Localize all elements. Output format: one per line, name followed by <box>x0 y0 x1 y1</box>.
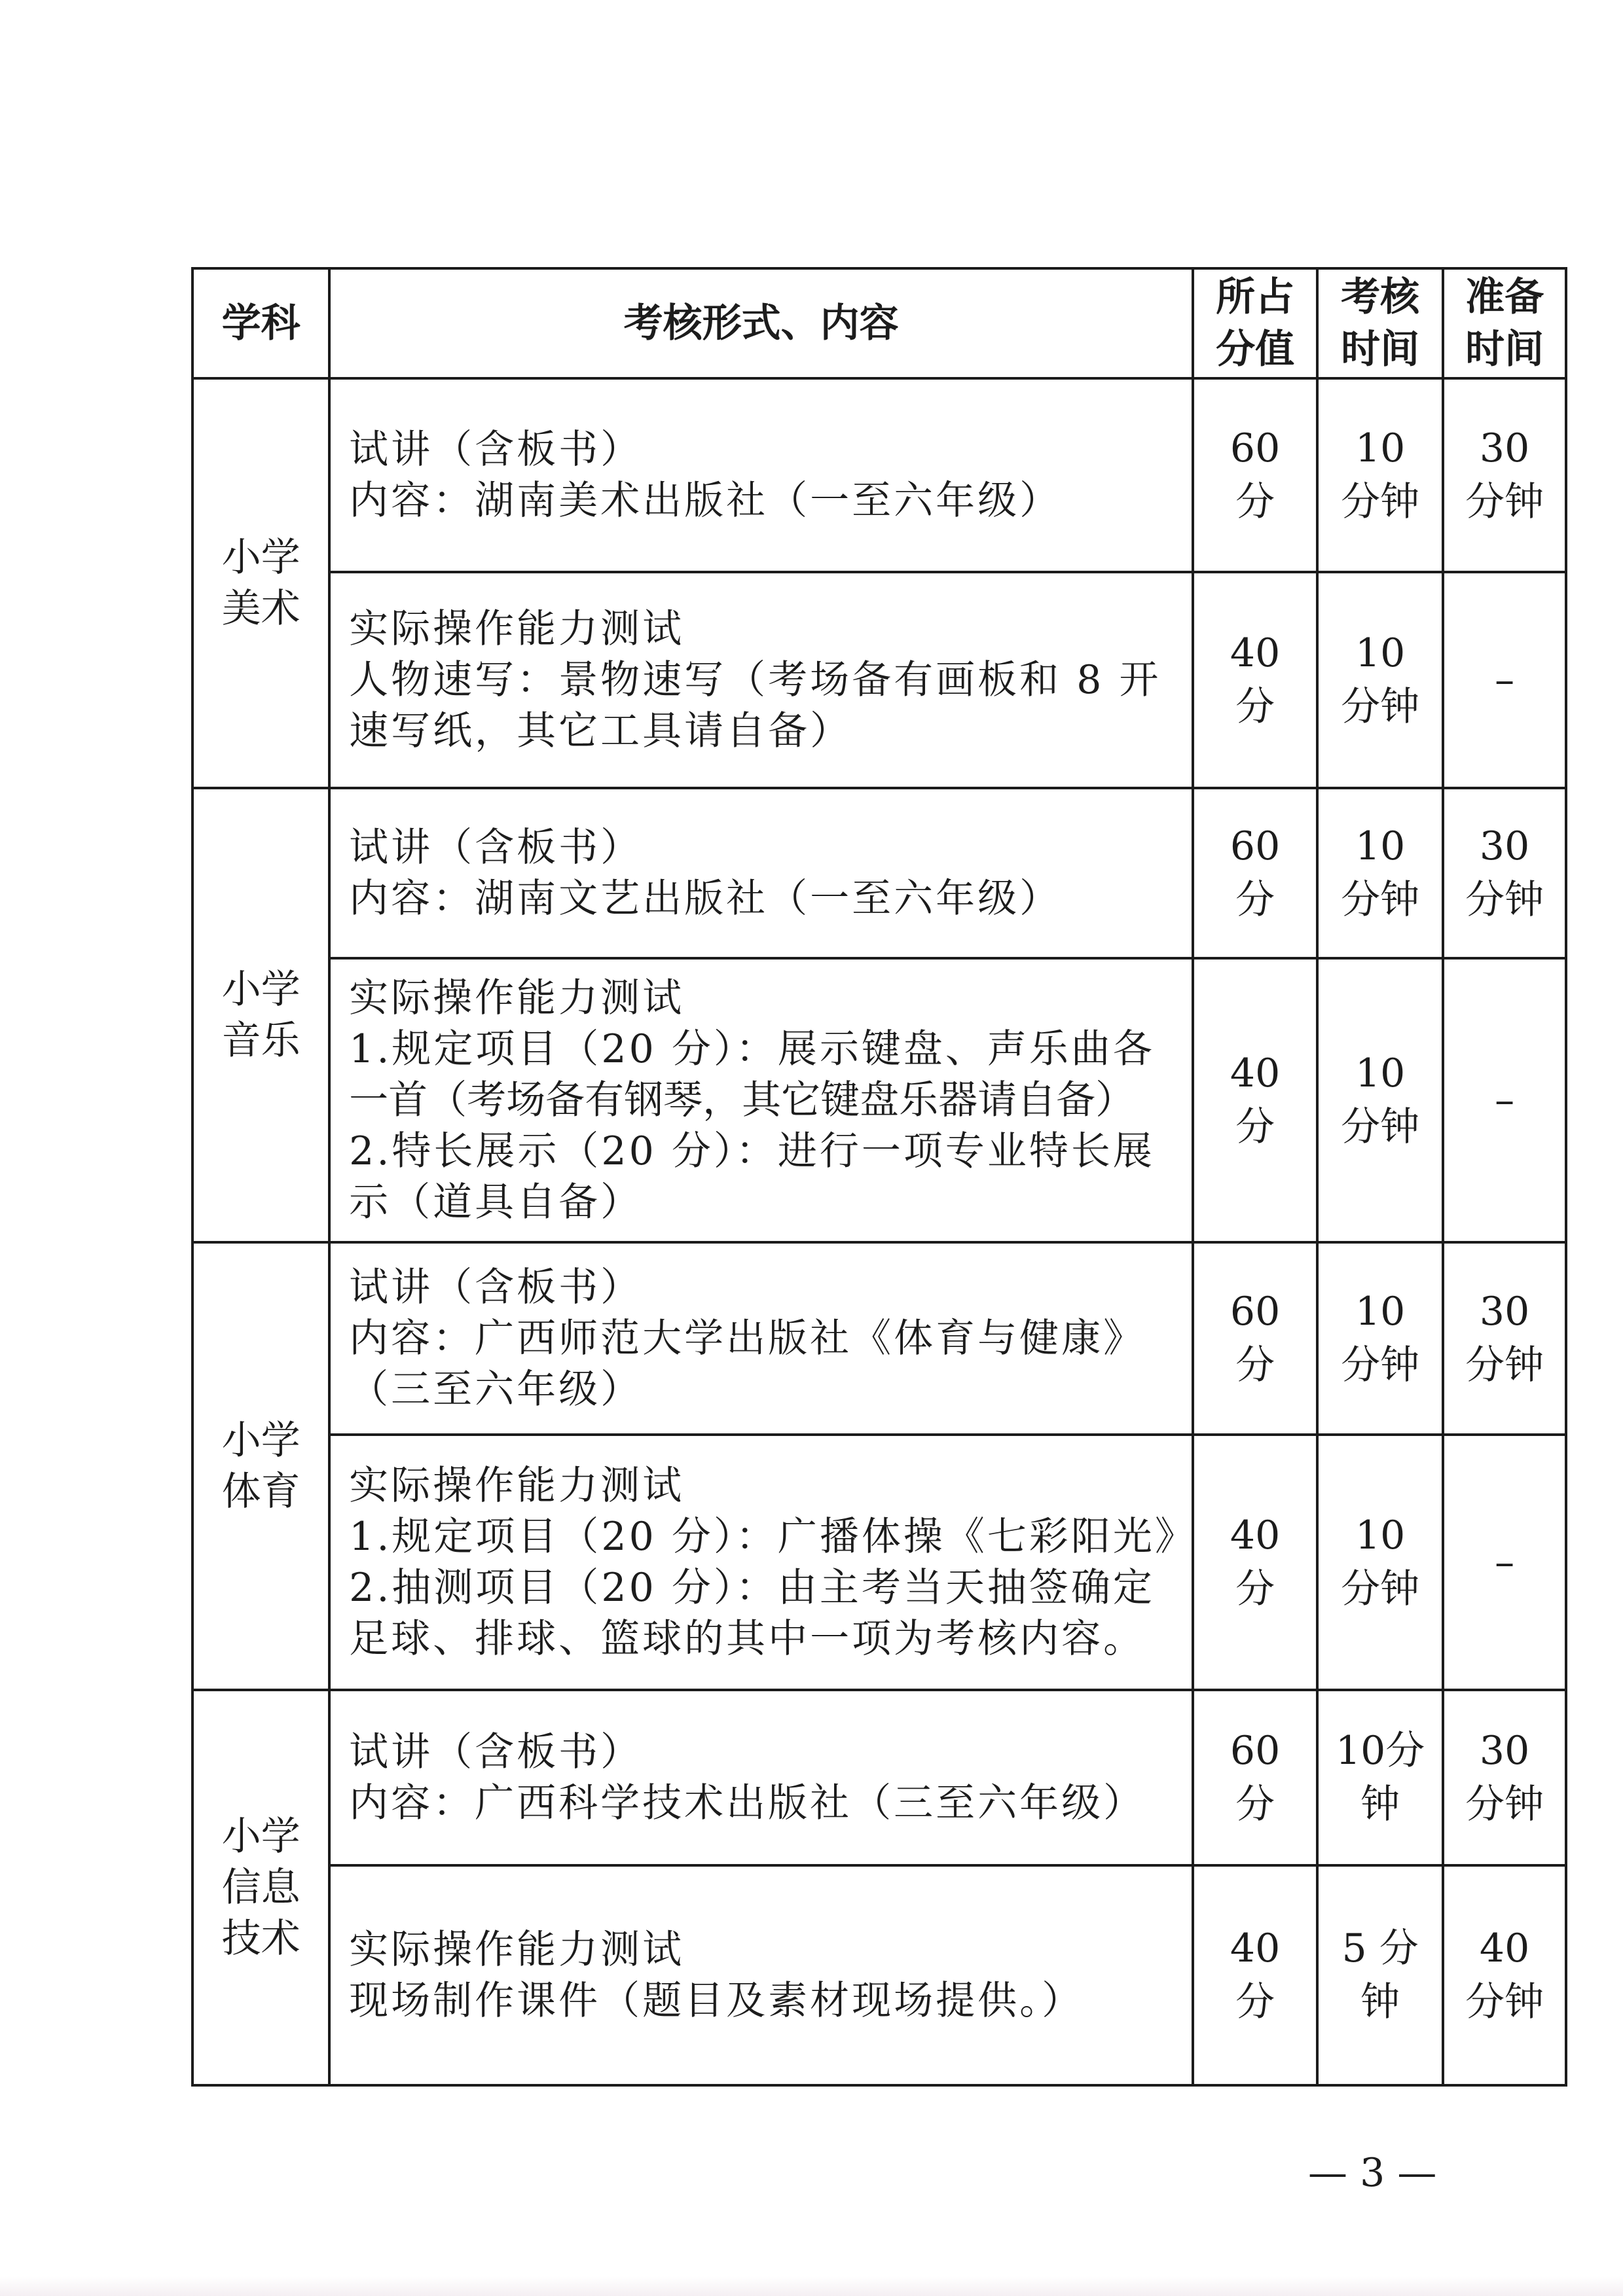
score-line: 分 <box>1235 877 1275 923</box>
header-content: 考核形式、内容 <box>329 268 1193 378</box>
header-prep-time-line: 准备 <box>1465 274 1544 320</box>
header-exam-time-line: 考核 <box>1341 274 1420 320</box>
table-row <box>192 788 1566 958</box>
score-cell <box>1193 1690 1317 1865</box>
exam-time-line: 分钟 <box>1341 684 1420 730</box>
content-cell <box>329 572 1193 788</box>
subject-line: 小学 <box>221 1814 301 1859</box>
subject-line: 技术 <box>221 1916 301 1962</box>
exam-time-line: 10 <box>1355 1289 1406 1335</box>
content-line: 2.特长展示（20 分）：进行一项专业特长展 <box>349 1128 1155 1174</box>
score-line: 40 <box>1230 1050 1281 1096</box>
subject-line: 小学 <box>221 967 301 1013</box>
exam-time-line: 10分 <box>1335 1728 1425 1774</box>
table-row <box>192 1242 1566 1435</box>
prep-time-line: 30 <box>1479 1728 1530 1774</box>
header-score-line: 所占 <box>1216 274 1295 320</box>
content-line: 内容：湖南美术出版社（一至六年级） <box>349 478 1062 524</box>
content-line: 试讲（含板书） <box>349 1265 643 1310</box>
score-cell <box>1193 572 1317 788</box>
prep-time-line: 分钟 <box>1465 1782 1544 1827</box>
prep-time-line: 30 <box>1479 1289 1530 1335</box>
table-header-row <box>192 268 1566 378</box>
prep-time-cell <box>1443 1690 1566 1865</box>
subject-cell-music <box>192 788 329 1242</box>
exam-time-line: 分钟 <box>1341 1342 1420 1388</box>
exam-time-cell <box>1317 1242 1443 1435</box>
prep-time-line: 分钟 <box>1465 877 1544 923</box>
score-cell <box>1193 1865 1317 2085</box>
content-cell <box>329 958 1193 1242</box>
header-subject: 学科 <box>192 268 329 378</box>
score-cell <box>1193 958 1317 1242</box>
score-line: 分 <box>1235 479 1275 525</box>
header-score <box>1193 268 1317 378</box>
subject-line: 信息 <box>221 1865 301 1910</box>
content-line: 试讲（含板书） <box>349 825 643 870</box>
header-prep-time-line: 时间 <box>1465 327 1544 372</box>
exam-time-cell <box>1317 572 1443 788</box>
content-line: 内容：广西科学技术出版社（三至六年级） <box>349 1780 1146 1826</box>
content-line: 实际操作能力测试 <box>349 1927 685 1973</box>
exam-time-cell <box>1317 788 1443 958</box>
subject-line: 小学 <box>221 1418 301 1463</box>
prep-time-cell <box>1443 1242 1566 1435</box>
exam-time-line: 10 <box>1355 425 1406 471</box>
exam-assessment-table <box>191 267 1567 2087</box>
score-cell <box>1193 788 1317 958</box>
content-line: 2.抽测项目（20 分）：由主考当天抽签确定 <box>349 1565 1155 1611</box>
subject-line: 体育 <box>221 1469 301 1515</box>
content-line: 实际操作能力测试 <box>349 975 685 1021</box>
score-line: 分 <box>1235 1566 1275 1612</box>
score-cell <box>1193 1242 1317 1435</box>
content-line: 速写纸，其它工具请自备） <box>349 708 852 754</box>
subject-cell-art <box>192 378 329 788</box>
content-line: 内容：湖南文艺出版社（一至六年级） <box>349 876 1062 922</box>
prep-time-line: 分钟 <box>1465 1342 1544 1388</box>
subject-line: 小学 <box>221 535 301 581</box>
content-line: 一首（考场备有钢琴，其它键盘乐器请自备） <box>349 1077 1135 1123</box>
prep-time-cell <box>1443 572 1566 788</box>
content-line: （三至六年级） <box>349 1367 643 1412</box>
content-cell <box>329 1690 1193 1865</box>
score-line: 60 <box>1230 425 1281 471</box>
header-exam-time <box>1317 268 1443 378</box>
content-line: 现场制作课件（题目及素材现场提供。） <box>349 1978 1084 2024</box>
exam-time-line: 分钟 <box>1341 1104 1420 1150</box>
scan-bottom-edge <box>0 2276 1623 2296</box>
exam-time-line: 5 分 <box>1341 1926 1419 1971</box>
content-line: 1.规定项目（20 分）：广播体操《七彩阳光》 <box>349 1514 1197 1560</box>
exam-time-line: 钟 <box>1360 1782 1400 1827</box>
page-number: — 3 — <box>1308 2150 1437 2196</box>
score-line: 60 <box>1230 823 1281 869</box>
table-row <box>192 1865 1566 2085</box>
prep-time-line: – <box>1495 657 1515 703</box>
prep-time-line: – <box>1495 1539 1515 1585</box>
content-line: 人物速写：景物速写（考场备有画板和 8 开 <box>349 657 1161 703</box>
score-line: 60 <box>1230 1289 1281 1335</box>
content-line: 足球、排球、篮球的其中一项为考核内容。 <box>349 1616 1146 1662</box>
exam-time-line: 10 <box>1355 1050 1406 1096</box>
content-cell <box>329 1435 1197 1690</box>
content-cell <box>329 1865 1193 2085</box>
prep-time-line: 分钟 <box>1465 479 1544 525</box>
exam-time-cell <box>1317 378 1443 572</box>
score-line: 60 <box>1230 1728 1281 1774</box>
score-line: 分 <box>1235 1782 1275 1827</box>
table-row <box>192 958 1566 1242</box>
subject-line: 美术 <box>221 586 301 632</box>
prep-time-cell <box>1443 1865 1566 2085</box>
prep-time-line: 分钟 <box>1465 1979 1544 2025</box>
prep-time-cell <box>1443 378 1566 572</box>
exam-time-line: 10 <box>1355 630 1406 676</box>
prep-time-cell <box>1443 1435 1566 1690</box>
header-prep-time <box>1443 268 1566 378</box>
header-score-line: 分值 <box>1216 327 1295 372</box>
content-cell <box>329 1242 1193 1435</box>
content-line: 1.规定项目（20 分）：展示键盘、声乐曲各 <box>349 1026 1155 1072</box>
content-line: 试讲（含板书） <box>349 427 643 473</box>
content-line: 内容：广西师范大学出版社《体育与健康》 <box>349 1316 1146 1361</box>
header-exam-time-line: 时间 <box>1341 327 1420 372</box>
table-row <box>192 1435 1566 1690</box>
prep-time-line: 30 <box>1479 425 1530 471</box>
content-line: 示（道具自备） <box>349 1179 643 1225</box>
content-cell <box>329 378 1193 572</box>
subject-cell-pe <box>192 1242 329 1690</box>
score-line: 40 <box>1230 1513 1281 1558</box>
exam-time-line: 钟 <box>1360 1979 1400 2025</box>
prep-time-cell <box>1443 958 1566 1242</box>
exam-time-line: 分钟 <box>1341 479 1420 525</box>
exam-time-cell <box>1317 958 1443 1242</box>
table-row <box>192 378 1566 572</box>
exam-time-line: 分钟 <box>1341 1566 1420 1612</box>
score-line: 分 <box>1235 1342 1275 1388</box>
score-cell <box>1193 1435 1317 1690</box>
exam-time-line: 分钟 <box>1341 877 1420 923</box>
content-line: 实际操作能力测试 <box>349 606 685 652</box>
exam-time-cell <box>1317 1690 1443 1865</box>
table-row <box>192 572 1566 788</box>
prep-time-line: – <box>1495 1077 1515 1123</box>
exam-time-cell <box>1317 1865 1443 2085</box>
subject-line: 音乐 <box>221 1018 301 1064</box>
score-cell <box>1193 378 1317 572</box>
content-cell <box>329 788 1193 958</box>
content-line: 实际操作能力测试 <box>349 1463 685 1509</box>
prep-time-line: 40 <box>1479 1926 1530 1971</box>
score-line: 分 <box>1235 1979 1275 2025</box>
exam-time-cell <box>1317 1435 1443 1690</box>
prep-time-line: 30 <box>1479 823 1530 869</box>
prep-time-cell <box>1443 788 1566 958</box>
score-line: 分 <box>1235 684 1275 730</box>
score-line: 40 <box>1230 630 1281 676</box>
table-row <box>192 1690 1566 1865</box>
exam-time-line: 10 <box>1355 1513 1406 1558</box>
subject-cell-it <box>192 1690 329 2085</box>
content-line: 试讲（含板书） <box>349 1729 643 1775</box>
exam-time-line: 10 <box>1355 823 1406 869</box>
score-line: 40 <box>1230 1926 1281 1971</box>
score-line: 分 <box>1235 1104 1275 1150</box>
